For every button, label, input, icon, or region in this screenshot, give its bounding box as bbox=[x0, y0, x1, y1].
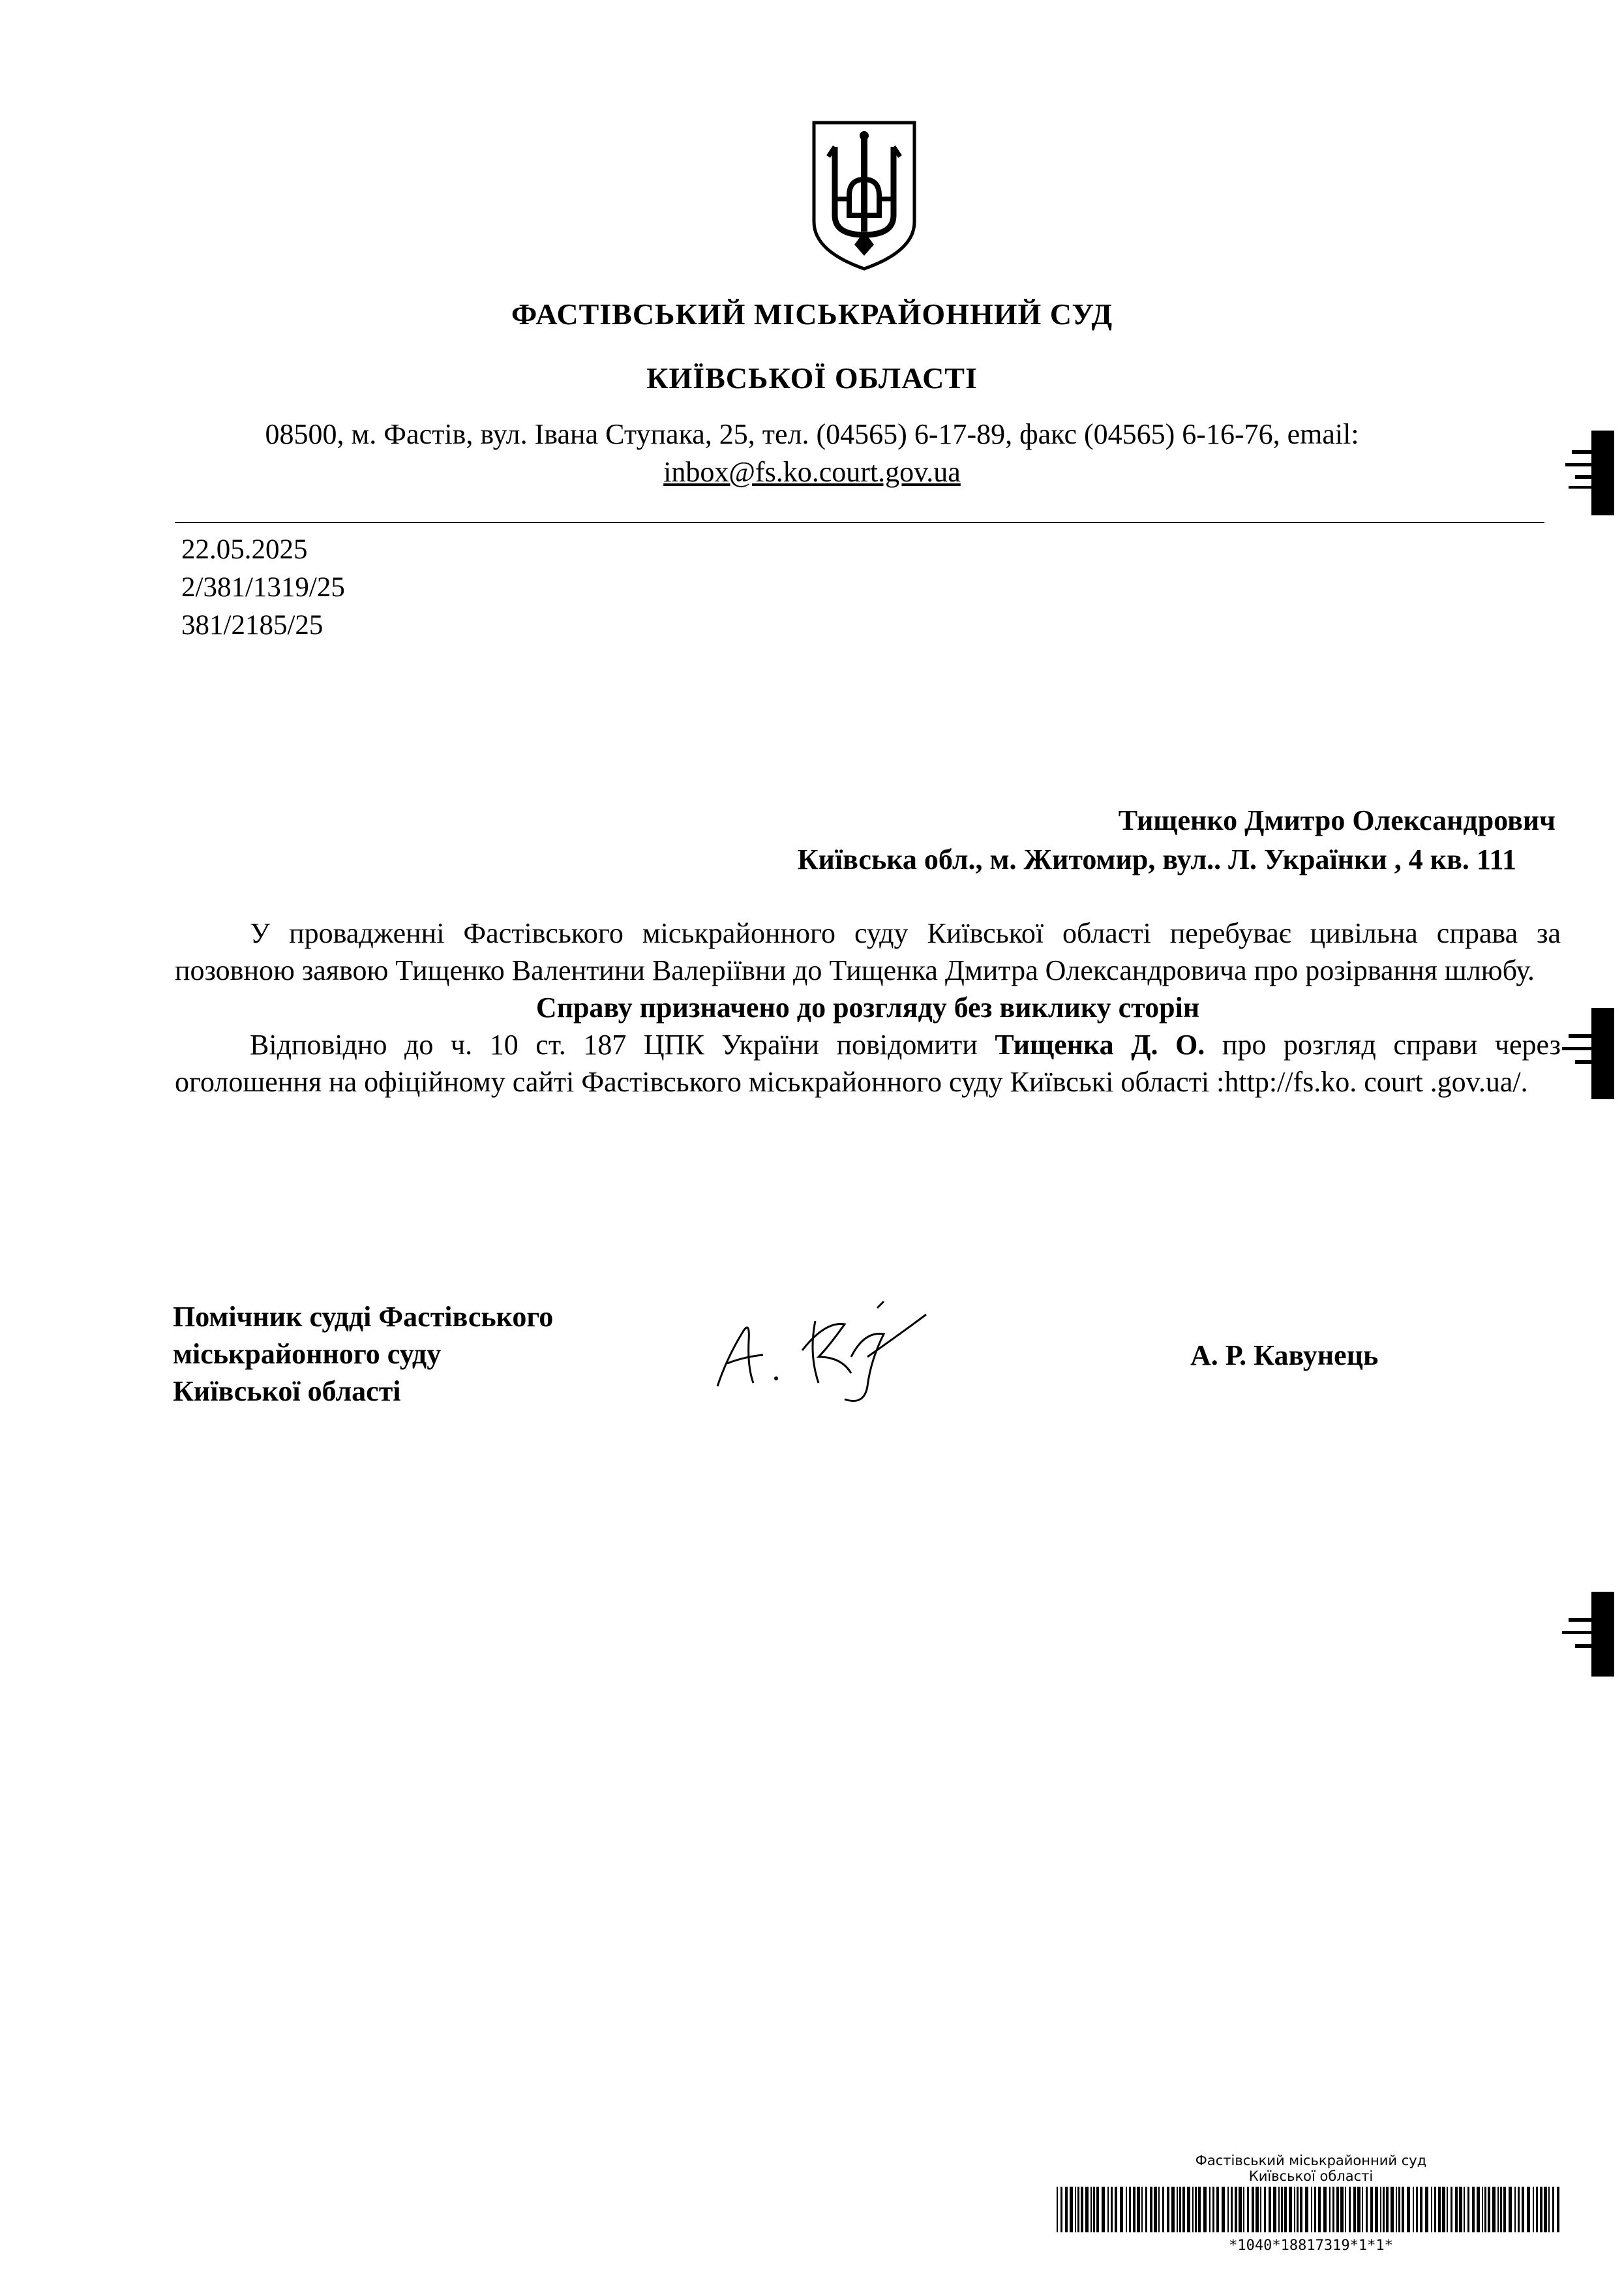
barcode-bar bbox=[1252, 2187, 1254, 2232]
barcode-bar bbox=[1129, 2187, 1131, 2232]
barcode-bar bbox=[1273, 2187, 1276, 2232]
barcode-bar bbox=[1195, 2187, 1197, 2232]
barcode-bar bbox=[1216, 2187, 1219, 2232]
barcode-bar bbox=[1154, 2187, 1157, 2232]
barcode-bar bbox=[1518, 2187, 1520, 2232]
barcode-bar bbox=[1536, 2187, 1538, 2232]
barcode-bar bbox=[1281, 2187, 1283, 2232]
barcode-bar bbox=[1060, 2187, 1062, 2232]
scan-edge-mark bbox=[1556, 418, 1614, 528]
barcode-bar bbox=[1366, 2187, 1368, 2232]
barcode bbox=[1057, 2187, 1565, 2232]
barcode-bar bbox=[1447, 2187, 1448, 2232]
barcode-bar bbox=[1141, 2187, 1143, 2232]
barcode-bar bbox=[1464, 2187, 1465, 2232]
barcode-bar bbox=[1416, 2187, 1418, 2232]
barcode-bar bbox=[1070, 2187, 1073, 2232]
barcode-bar bbox=[1398, 2187, 1400, 2232]
barcode-bar bbox=[1187, 2187, 1190, 2232]
barcode-bar bbox=[1477, 2187, 1480, 2232]
recipient-address: Київська обл., м. Житомир, вул.. Л. Українки , 4 кв. 111 bbox=[797, 843, 1516, 875]
court-name: ФАСТІВСЬКИЙ МІСЬКРАЙОННИЙ СУД bbox=[511, 297, 1113, 331]
barcode-bar bbox=[1311, 2187, 1312, 2232]
barcode-bar bbox=[1314, 2187, 1316, 2232]
barcode-bar bbox=[1278, 2187, 1280, 2232]
paragraph-case-info: У провадженні Фастівського міськрайонного суду Київської області перебуває цивільна справа за позовною заявою Тищенко Валентини Валеріївни до Тищенка Дмитра Олександровича про розірвання шлюбу. bbox=[175, 917, 1561, 986]
barcode-bar bbox=[1235, 2187, 1237, 2232]
barcode-bar bbox=[1380, 2187, 1381, 2232]
barcode-bar bbox=[1111, 2187, 1113, 2232]
barcode-bar bbox=[1413, 2187, 1414, 2232]
barcode-bar bbox=[1522, 2187, 1524, 2232]
barcode-bar bbox=[1455, 2187, 1458, 2232]
barcode-label-court: Фастівський міськрайонний суд bbox=[1195, 2153, 1427, 2168]
barcode-bar bbox=[1488, 2187, 1490, 2232]
barcode-bar bbox=[1289, 2187, 1292, 2232]
barcode-bar bbox=[1133, 2187, 1135, 2232]
barcode-bar bbox=[1386, 2187, 1389, 2232]
barcode-bar bbox=[1107, 2187, 1109, 2232]
barcode-bar bbox=[1332, 2187, 1334, 2232]
barcode-bar bbox=[1353, 2187, 1356, 2232]
barcode-bar bbox=[1192, 2187, 1194, 2232]
barcode-bar bbox=[1383, 2187, 1385, 2232]
barcode-bar bbox=[1264, 2187, 1266, 2232]
barcode-bar bbox=[1482, 2187, 1483, 2232]
barcode-bar bbox=[1509, 2187, 1512, 2232]
barcode-bar bbox=[1260, 2187, 1261, 2232]
barcode-bar bbox=[1256, 2187, 1259, 2232]
barcode-bar bbox=[1269, 2187, 1271, 2232]
barcode-bar bbox=[1402, 2187, 1404, 2232]
barcode-bar bbox=[1391, 2187, 1394, 2232]
recipient-name: Тищенко Дмитро Олександрович bbox=[1118, 804, 1556, 836]
barcode-bar bbox=[1145, 2187, 1147, 2232]
barcode-bar bbox=[1459, 2187, 1462, 2232]
barcode-bar bbox=[1179, 2187, 1181, 2232]
barcode-bar bbox=[1115, 2187, 1117, 2232]
barcode-bar bbox=[1500, 2187, 1502, 2232]
barcode-bar bbox=[1323, 2187, 1327, 2232]
barcode-bar bbox=[1120, 2187, 1123, 2232]
barcode-bar bbox=[1247, 2187, 1249, 2232]
barcode-bar bbox=[1420, 2187, 1422, 2232]
document-date: 22.05.2025 bbox=[181, 534, 308, 565]
barcode-bar bbox=[1297, 2187, 1299, 2232]
barcode-bar bbox=[1077, 2187, 1079, 2232]
barcode-bar bbox=[1497, 2187, 1499, 2232]
barcode-bar bbox=[1467, 2187, 1469, 2232]
barcode-bar bbox=[1057, 2187, 1058, 2232]
barcode-bar bbox=[1096, 2187, 1099, 2232]
barcode-bar bbox=[1300, 2187, 1302, 2232]
barcode-bar bbox=[1442, 2187, 1445, 2232]
barcode-bar bbox=[1231, 2187, 1233, 2232]
scan-edge-mark bbox=[1556, 1579, 1614, 1690]
barcode-bar bbox=[1222, 2187, 1225, 2232]
barcode-bar bbox=[1370, 2187, 1373, 2232]
barcode-bar bbox=[1158, 2187, 1160, 2232]
proceeding-number: 381/2185/25 bbox=[181, 610, 323, 641]
barcode-bar bbox=[1472, 2187, 1475, 2232]
signatory-title-line3: Київської області bbox=[173, 1375, 401, 1407]
barcode-bar bbox=[1548, 2187, 1550, 2232]
barcode-bar bbox=[1540, 2187, 1542, 2232]
barcode-bar bbox=[1198, 2187, 1201, 2232]
barcode-bar bbox=[1438, 2187, 1441, 2232]
barcode-bar bbox=[1209, 2187, 1210, 2232]
barcode-bar bbox=[1075, 2187, 1076, 2232]
barcode-bar bbox=[1150, 2187, 1152, 2232]
barcode-bar bbox=[1081, 2187, 1083, 2232]
barcode-bar bbox=[1167, 2187, 1169, 2232]
signatory-title-line2: міськрайонного суду bbox=[173, 1338, 442, 1370]
barcode-bar bbox=[1492, 2187, 1496, 2232]
barcode-bar bbox=[1203, 2187, 1207, 2232]
barcode-bar bbox=[1102, 2187, 1105, 2232]
barcode-bar bbox=[1212, 2187, 1214, 2232]
barcode-bar bbox=[1544, 2187, 1547, 2232]
barcode-bar bbox=[1407, 2187, 1410, 2232]
paragraph-notification bbox=[175, 1026, 1561, 1101]
barcode-bar bbox=[1552, 2187, 1554, 2232]
court-address: 08500, м. Фастів, вул. Івана Ступака, 25, тел. (04565) 6-17-89, факс (04565) 6-16-76, email: bbox=[265, 418, 1359, 450]
barcode-bar bbox=[1557, 2187, 1559, 2232]
barcode-bar bbox=[1085, 2187, 1089, 2232]
court-email-link[interactable]: inbox@fs.ko.court.gov.ua bbox=[663, 456, 961, 488]
barcode-number: *1040*18817319*1*1* bbox=[1229, 2238, 1393, 2254]
barcode-bar bbox=[1305, 2187, 1308, 2232]
barcode-bar bbox=[1126, 2187, 1127, 2232]
barcode-bar bbox=[1434, 2187, 1436, 2232]
signatory-title-line1: Помічник судді Фастівського bbox=[173, 1301, 554, 1333]
coat-of-arms-icon bbox=[809, 117, 920, 274]
barcode-bar bbox=[1182, 2187, 1185, 2232]
barcode-label-region: Київської області bbox=[1248, 2168, 1374, 2184]
letter-body bbox=[175, 915, 1561, 1101]
barcode-bar bbox=[1396, 2187, 1397, 2232]
barcode-bar bbox=[1362, 2187, 1363, 2232]
barcode-bar bbox=[1137, 2187, 1140, 2232]
barcode-bar bbox=[1284, 2187, 1287, 2232]
signatory-title bbox=[173, 1298, 553, 1410]
barcode-bar bbox=[1065, 2187, 1068, 2232]
barcode-bar bbox=[1345, 2187, 1346, 2232]
barcode-bar bbox=[1294, 2187, 1295, 2232]
scan-edge-mark bbox=[1556, 998, 1614, 1109]
signatory-name: А. Р. Кавунець bbox=[1190, 1339, 1379, 1371]
barcode-bar bbox=[1375, 2187, 1378, 2232]
court-region: КИЇВСЬКОЇ ОБЛАСТІ bbox=[646, 361, 978, 395]
barcode-bar bbox=[1451, 2187, 1452, 2232]
barcode-bar bbox=[1162, 2187, 1164, 2232]
notification-defendant: Тищенка Д. О. bbox=[995, 1029, 1205, 1061]
barcode-bar bbox=[1093, 2187, 1095, 2232]
paragraph-heading: Справу призначено до розгляду без виклику сторін bbox=[535, 992, 1200, 1024]
barcode-bar bbox=[1340, 2187, 1344, 2232]
barcode-bar bbox=[1349, 2187, 1351, 2232]
barcode-bar bbox=[1527, 2187, 1530, 2232]
barcode-bar bbox=[1177, 2187, 1178, 2232]
barcode-bar bbox=[1171, 2187, 1175, 2232]
barcode-bar bbox=[1514, 2187, 1516, 2232]
barcode-bar bbox=[1318, 2187, 1321, 2232]
barcode-bar bbox=[1239, 2187, 1242, 2232]
barcode-bar bbox=[1503, 2187, 1506, 2232]
barcode-bar bbox=[1431, 2187, 1432, 2232]
barcode-bar bbox=[1336, 2187, 1339, 2232]
barcode-bar bbox=[1227, 2187, 1229, 2232]
header-divider bbox=[175, 522, 1544, 523]
barcode-bar bbox=[1329, 2187, 1331, 2232]
barcode-bar bbox=[1484, 2187, 1486, 2232]
barcode-bar bbox=[1533, 2187, 1534, 2232]
barcode-bar bbox=[1425, 2187, 1428, 2232]
notification-text-start: Відповідно до ч. 10 ст. 187 ЦПК України повідомити bbox=[250, 1029, 995, 1061]
barcode-bar bbox=[1357, 2187, 1361, 2232]
notification-text-end: про розгляд справи через оголошення на офіційному сайті Фастівського міськрайонного суду Київські області :http://fs.ko. court .gov.ua/. bbox=[175, 1029, 1561, 1098]
barcode-bar bbox=[1243, 2187, 1244, 2232]
barcode-bar bbox=[1090, 2187, 1092, 2232]
case-number: 2/381/1319/25 bbox=[181, 572, 345, 603]
handwritten-signature bbox=[704, 1295, 939, 1409]
